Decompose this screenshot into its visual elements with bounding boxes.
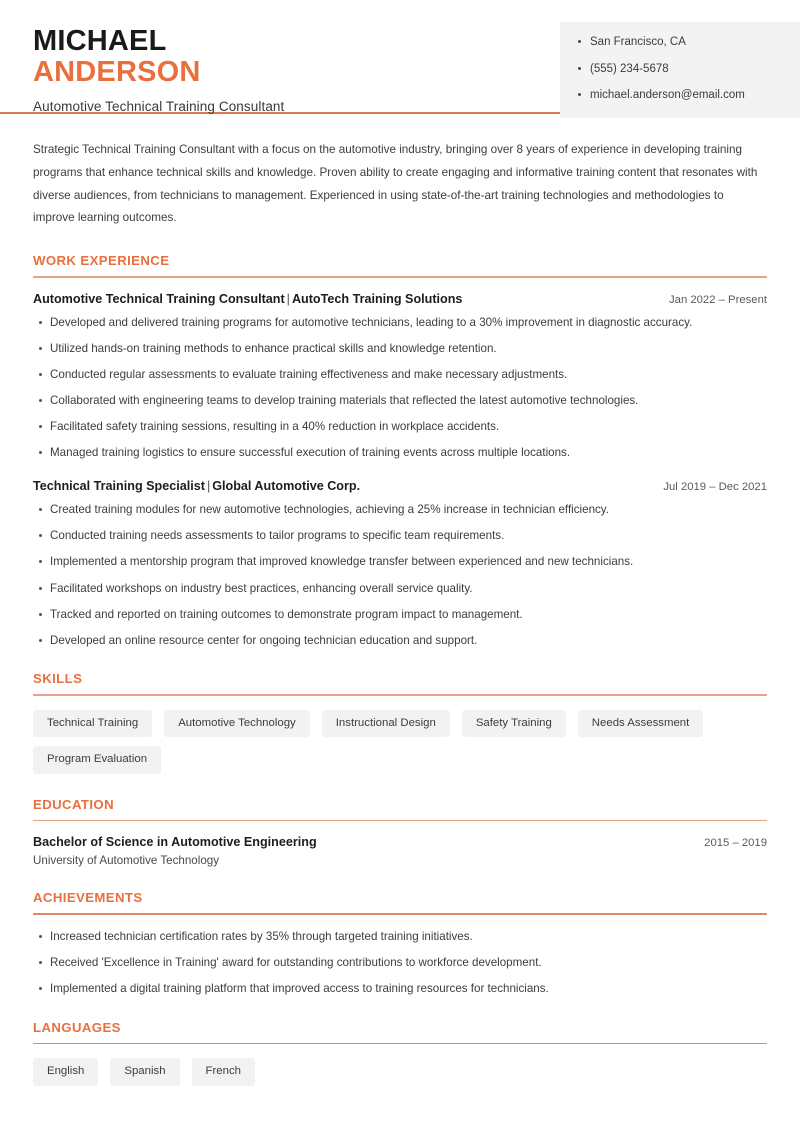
bullet-item: Tracked and reported on training outcomes to demonstrate program impact to management. <box>33 607 767 623</box>
bullet-item: Conducted training needs assessments to tailor programs to specific team requirements. <box>33 528 767 544</box>
bullet-item: Collaborated with engineering teams to develop training materials that reflected the latest automotive technologies. <box>33 393 767 409</box>
education-entry <box>33 835 767 867</box>
bullet-item: Developed an online resource center for ongoing technician education and support. <box>33 633 767 649</box>
work-entry-bullets <box>33 502 767 648</box>
work-entry <box>33 479 767 648</box>
bullet-item: Managed training logistics to ensure successful execution of training events across multiple locations. <box>33 445 767 461</box>
section-title-skills: SKILLS <box>33 671 83 687</box>
language-chip: Spanish <box>110 1058 179 1085</box>
achievements-list <box>33 929 767 997</box>
work-entry <box>33 292 767 461</box>
section-divider-education <box>33 820 767 822</box>
first-name: MICHAEL <box>33 25 167 57</box>
section-title-work-experience: WORK EXPERIENCE <box>33 253 170 269</box>
contact-info-box <box>560 22 800 118</box>
section-title-achievements: ACHIEVEMENTS <box>33 890 143 906</box>
section-education <box>33 797 767 868</box>
language-chip: French <box>192 1058 255 1085</box>
identity-block <box>0 22 284 114</box>
bullet-item: Increased technician certification rates by 35% through targeted training initiatives. <box>33 929 767 945</box>
skill-chip: Safety Training <box>462 710 566 737</box>
section-divider-skills <box>33 694 767 696</box>
work-entry-role: Technical Training Specialist <box>33 479 205 494</box>
headline-job-title: Automotive Technical Training Consultant <box>33 98 285 114</box>
last-name: ANDERSON <box>33 56 201 89</box>
bullet-item: Utilized hands-on training methods to enhance practical skills and knowledge retention. <box>33 341 767 357</box>
bullet-item: Facilitated workshops on industry best practices, enhancing overall service quality. <box>33 581 767 597</box>
work-entry-bullets <box>33 315 767 461</box>
section-divider-work-experience <box>33 276 767 278</box>
work-entry-heading <box>33 292 462 306</box>
contact-location: San Francisco, CA <box>578 36 800 49</box>
section-skills <box>33 671 767 773</box>
education-degree: Bachelor of Science in Automotive Engineering <box>33 835 317 850</box>
bullet-item: Facilitated safety training sessions, resulting in a 40% reduction in workplace accidents. <box>33 419 767 435</box>
section-title-languages: LANGUAGES <box>33 1019 121 1035</box>
work-entry-company: Global Automotive Corp. <box>212 479 361 494</box>
contact-email: michael.anderson@email.com <box>578 89 800 102</box>
work-entry-heading <box>33 479 360 493</box>
skill-chip: Technical Training <box>33 710 152 737</box>
work-entry-role: Automotive Technical Training Consultant <box>33 291 285 306</box>
professional-summary: Strategic Technical Training Consultant with a focus on the automotive industry, bringing over 8 years of experience in developing training programs that enhance technical skills and knowledge. Proven ability to create engaging and informative training content that resonates with diverse audiences, from technicians to management. Experienced in using state-of-the-art training technologies and methodologies to improve learning outcomes. <box>33 143 758 225</box>
bullet-item: Created training modules for new automotive technologies, achieving a 25% increase in technician efficiency. <box>33 502 767 518</box>
section-work-experience <box>33 253 767 648</box>
education-date: 2015 – 2019 <box>704 837 767 850</box>
work-entry-separator: | <box>206 479 211 494</box>
section-title-education: EDUCATION <box>33 796 115 812</box>
work-entry-date: Jul 2019 – Dec 2021 <box>663 481 767 494</box>
section-languages <box>33 1020 767 1086</box>
languages-chip-list <box>33 1058 723 1085</box>
work-entry-company: AutoTech Training Solutions <box>291 291 463 306</box>
skill-chip: Program Evaluation <box>33 746 161 773</box>
work-entry-separator: | <box>286 291 290 306</box>
skills-chip-list <box>33 710 723 774</box>
bullet-item: Implemented a digital training platform that improved access to training resources for technicians. <box>33 981 767 997</box>
section-achievements <box>33 890 767 996</box>
resume-header <box>0 0 800 112</box>
bullet-item: Conducted regular assessments to evaluate training effectiveness and make necessary adjustments. <box>33 367 767 383</box>
bullet-item: Developed and delivered training programs for automotive technicians, leading to a 30% improvement in diagnostic accuracy. <box>33 315 767 331</box>
language-chip: English <box>33 1058 98 1085</box>
contact-list <box>578 36 800 102</box>
skill-chip: Needs Assessment <box>578 710 704 737</box>
work-entry-date: Jan 2022 – Present <box>669 293 767 306</box>
contact-phone: (555) 234-5678 <box>578 63 800 76</box>
education-school: University of Automotive Technology <box>33 854 220 868</box>
bullet-item: Received 'Excellence in Training' award for outstanding contributions to workforce development. <box>33 955 767 971</box>
bullet-item: Implemented a mentorship program that improved knowledge transfer between experienced and new technicians. <box>33 554 767 570</box>
section-divider-achievements <box>33 913 767 915</box>
section-divider-languages <box>33 1043 767 1045</box>
skill-chip: Automotive Technology <box>164 710 310 737</box>
skill-chip: Instructional Design <box>322 710 450 737</box>
resume-content <box>0 139 800 1086</box>
